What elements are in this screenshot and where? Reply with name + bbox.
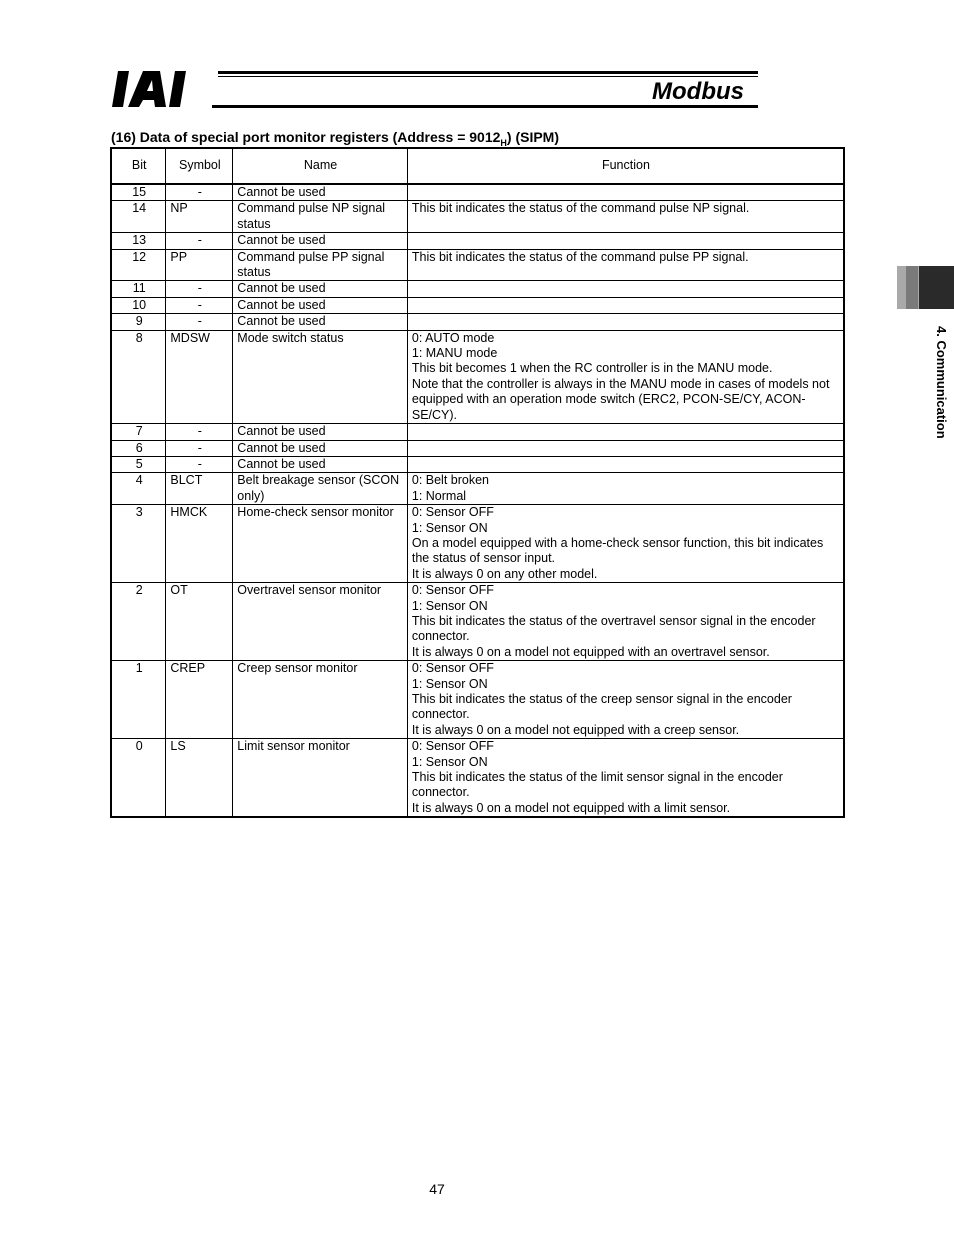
- header-rule-top-thin: [218, 76, 758, 77]
- function-line: This bit indicates the status of the overtravel sensor signal in the encoder connector.: [411, 613, 816, 644]
- function-line: It is always 0 on any other model.: [411, 566, 598, 581]
- function-line: 1: Sensor ON: [411, 676, 488, 691]
- function-line: It is always 0 on a model not equipped with a limit sensor.: [411, 800, 731, 815]
- function-line: 0: AUTO mode: [411, 330, 495, 345]
- function-line: This bit indicates the status of the creep sensor signal in the encoder connector.: [411, 692, 792, 722]
- function-cell: [407, 456, 844, 472]
- register-table: [110, 147, 845, 818]
- bit-cell: 4: [111, 473, 166, 505]
- name-cell: Cannot be used: [233, 440, 408, 456]
- name-cell: Cannot be used: [233, 184, 408, 201]
- symbol-cell: -: [166, 281, 233, 297]
- section-title-suffix: ) (SIPM): [506, 129, 560, 145]
- header-rule-top: [218, 71, 758, 74]
- name-cell: Cannot be used: [233, 233, 408, 249]
- table-row: [111, 661, 844, 739]
- table-row: [111, 249, 844, 281]
- bit-cell: 3: [111, 505, 166, 583]
- table-row: [111, 281, 844, 297]
- function-line: 0: Sensor OFF: [411, 583, 494, 598]
- symbol-cell: -: [166, 424, 233, 440]
- name-cell: Mode switch status: [233, 330, 408, 423]
- name-cell: Cannot be used: [233, 297, 408, 313]
- bit-cell: 15: [111, 184, 166, 201]
- symbol-cell: -: [166, 440, 233, 456]
- header-title: Modbus: [652, 78, 744, 105]
- function-cell: [407, 233, 844, 249]
- table-row: [111, 424, 844, 440]
- function-cell: [407, 184, 844, 201]
- table-row: [111, 473, 844, 505]
- bit-cell: 7: [111, 424, 166, 440]
- table-row: [111, 456, 844, 472]
- function-line: 1: Sensor ON: [411, 754, 488, 769]
- symbol-cell: -: [166, 456, 233, 472]
- name-cell: Command pulse NP signal status: [233, 201, 408, 233]
- bit-cell: 2: [111, 583, 166, 661]
- function-cell: [407, 583, 844, 661]
- table-header-row: [111, 148, 844, 184]
- bit-cell: 14: [111, 201, 166, 233]
- table-row: [111, 233, 844, 249]
- section-title-prefix: (16) Data of special port monitor registers (Address = 9012: [111, 129, 501, 145]
- header-rule-bottom: [212, 105, 758, 108]
- function-cell: [407, 739, 844, 818]
- function-line: 1: MANU mode: [411, 346, 498, 361]
- function-line: 1: Normal: [411, 488, 467, 503]
- bit-cell: 8: [111, 330, 166, 423]
- function-line: On a model equipped with a home-check sensor function, this bit indicates the status of sensor input.: [411, 535, 824, 566]
- function-cell: [407, 505, 844, 583]
- bit-cell: 10: [111, 297, 166, 313]
- symbol-cell: OT: [166, 583, 233, 661]
- section-title-subscript: H: [500, 137, 507, 148]
- function-cell: [407, 297, 844, 313]
- table-body: [111, 184, 844, 817]
- function-line: 1: Sensor ON: [411, 598, 488, 613]
- table-row: [111, 201, 844, 233]
- bit-cell: 9: [111, 314, 166, 330]
- name-cell: Command pulse PP signal status: [233, 249, 408, 281]
- bit-cell: 12: [111, 249, 166, 281]
- function-line: 0: Sensor OFF: [411, 505, 494, 520]
- function-line: 1: Sensor ON: [411, 520, 488, 535]
- symbol-cell: LS: [166, 739, 233, 818]
- name-cell: Cannot be used: [233, 281, 408, 297]
- name-cell: Home-check sensor monitor: [233, 505, 408, 583]
- name-cell: Limit sensor monitor: [233, 739, 408, 818]
- symbol-cell: -: [166, 297, 233, 313]
- function-line: This bit indicates the status of the limit sensor signal in the encoder connector.: [411, 770, 783, 800]
- symbol-cell: -: [166, 184, 233, 201]
- bit-cell: 1: [111, 661, 166, 739]
- function-line: 0: Sensor OFF: [411, 739, 494, 754]
- section-title: [111, 129, 559, 148]
- chapter-tab-label: 4. Communication: [934, 326, 949, 439]
- symbol-cell: -: [166, 314, 233, 330]
- symbol-cell: BLCT: [166, 473, 233, 505]
- bit-cell: 5: [111, 456, 166, 472]
- side-tab-mid: [906, 266, 918, 309]
- function-line: It is always 0 on a model not equipped with an overtravel sensor.: [411, 644, 770, 659]
- function-cell: [407, 281, 844, 297]
- table-row: [111, 583, 844, 661]
- side-tab-dark: [919, 266, 954, 309]
- function-cell: [407, 661, 844, 739]
- table-row: [111, 297, 844, 313]
- table-row: [111, 440, 844, 456]
- function-cell: [407, 249, 844, 281]
- table-row: [111, 505, 844, 583]
- function-cell: [407, 424, 844, 440]
- function-line: It is always 0 on a model not equipped with a creep sensor.: [411, 722, 740, 737]
- name-cell: Cannot be used: [233, 314, 408, 330]
- header-symbol: Symbol: [166, 148, 233, 184]
- name-cell: Belt breakage sensor (SCON only): [233, 473, 408, 505]
- function-cell: [407, 330, 844, 423]
- function-line: Note that the controller is always in the MANU mode in cases of models not equipped with an operation mode switch (ERC2, PCON-SE/CY, ACON-SE/CY).: [411, 376, 830, 422]
- function-line: This bit becomes 1 when the RC controller is in the MANU mode.: [411, 361, 773, 376]
- symbol-cell: PP: [166, 249, 233, 281]
- symbol-cell: -: [166, 233, 233, 249]
- name-cell: Cannot be used: [233, 424, 408, 440]
- bit-cell: 6: [111, 440, 166, 456]
- function-cell: [407, 473, 844, 505]
- function-cell: [407, 314, 844, 330]
- bit-cell: 13: [111, 233, 166, 249]
- symbol-cell: MDSW: [166, 330, 233, 423]
- name-cell: Overtravel sensor monitor: [233, 583, 408, 661]
- function-cell: [407, 201, 844, 233]
- function-line: This bit indicates the status of the command pulse PP signal.: [411, 249, 749, 264]
- page-number: 47: [429, 1181, 445, 1197]
- function-line: This bit indicates the status of the command pulse NP signal.: [411, 201, 750, 216]
- iai-logo: [112, 69, 212, 109]
- bit-cell: 0: [111, 739, 166, 818]
- header-function: Function: [407, 148, 844, 184]
- name-cell: Cannot be used: [233, 456, 408, 472]
- symbol-cell: CREP: [166, 661, 233, 739]
- function-line: 0: Belt broken: [411, 473, 490, 488]
- header-name: Name: [233, 148, 408, 184]
- table-row: [111, 330, 844, 423]
- table-row: [111, 739, 844, 818]
- header-bit: Bit: [111, 148, 166, 184]
- name-cell: Creep sensor monitor: [233, 661, 408, 739]
- table-row: [111, 184, 844, 201]
- table-row: [111, 314, 844, 330]
- symbol-cell: NP: [166, 201, 233, 233]
- function-cell: [407, 440, 844, 456]
- function-line: 0: Sensor OFF: [411, 661, 494, 676]
- symbol-cell: HMCK: [166, 505, 233, 583]
- bit-cell: 11: [111, 281, 166, 297]
